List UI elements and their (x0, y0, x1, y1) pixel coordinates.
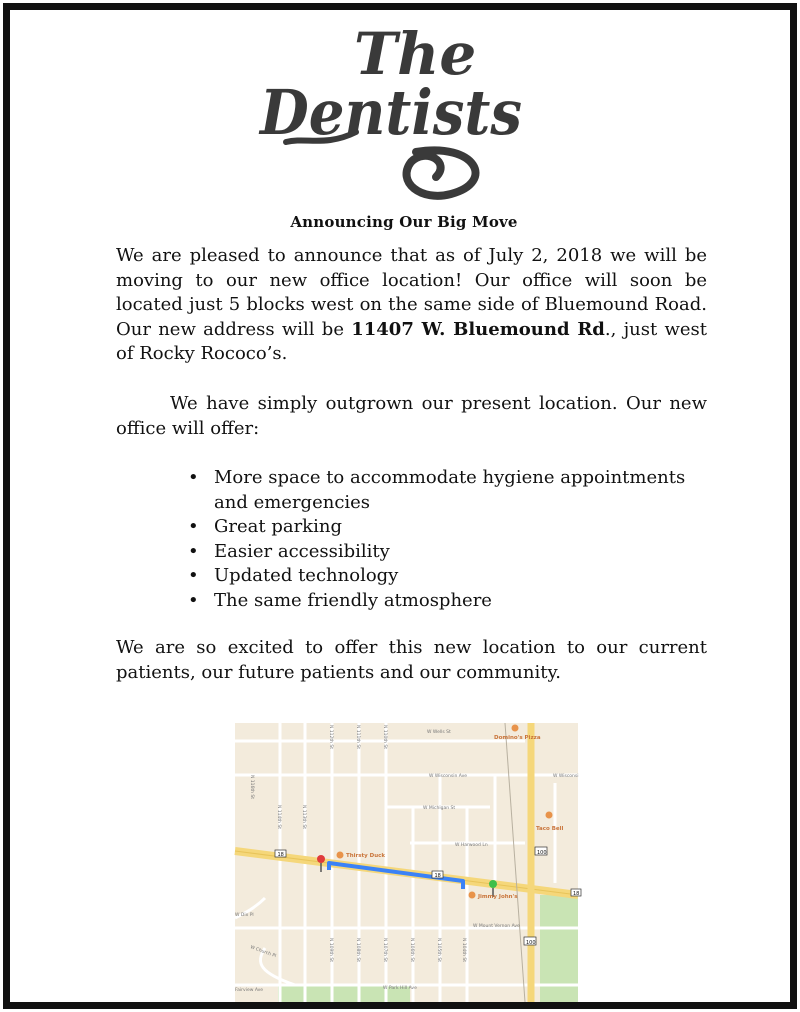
offers-list (186, 466, 708, 613)
place-jimmy-johns: Jimmy John's (478, 894, 518, 900)
street-n114: N 114th St (276, 805, 281, 830)
food-icon (512, 725, 519, 732)
street-n107: N 107th St (382, 938, 387, 963)
list-item: • More space to accommodate hygiene appointments and emergencies (188, 467, 686, 513)
route-100-label: 100 (526, 940, 536, 946)
bullet-icon: • (188, 516, 199, 537)
food-icon (337, 852, 344, 859)
street-park-hill: W Park Hill Ave (383, 986, 417, 991)
logo-swash (407, 150, 476, 195)
page-heading: Announcing Our Big Move (290, 213, 518, 231)
list-item: • Easier accessibility (186, 540, 708, 565)
food-icon (546, 812, 553, 819)
route-100-label: 100 (537, 850, 547, 856)
the-dentists-logo (246, 12, 536, 202)
location-map (235, 723, 578, 1002)
map-background (235, 723, 578, 1002)
announcement-page (3, 3, 797, 1009)
route-18-label: 18 (434, 873, 441, 879)
street-n106: N 106th St (409, 938, 414, 963)
outgrown-text: We have simply outgrown our present location. Our new office will offer: (116, 393, 707, 439)
street-dix: W Dix Pl (235, 913, 254, 918)
intro-paragraph (116, 244, 707, 367)
list-item: • Updated technology (186, 564, 708, 589)
street-n113: N 113th St (301, 805, 306, 830)
street-n108: N 108th St (355, 938, 360, 963)
street-n110: N 110th St (382, 725, 387, 750)
intro-text-end: ., just west of Rocky Rococo’s. (116, 318, 707, 364)
street-n104: N 104th St (461, 938, 466, 963)
bullet-icon: • (188, 467, 199, 488)
street-mount-vernon: W Mount Vernon Ave (473, 924, 520, 929)
food-icon (469, 892, 476, 899)
closing-paragraph: We are so excited to offer this new location to our current patients, our future patients and our community. (116, 637, 707, 683)
street-n109: N 109th St (328, 938, 333, 963)
street-wells: W Wells St (427, 730, 451, 735)
place-thirsty-duck: Thirsty Duck (346, 853, 386, 859)
street-michigan: W Michigan St (423, 806, 456, 811)
place-taco-bell: Taco Bell (536, 826, 564, 832)
street-n111: N 111th St (355, 725, 360, 750)
street-n105: N 105th St (436, 938, 441, 963)
list-item: • The same friendly atmosphere (186, 589, 708, 614)
street-wisconsin-right: W Wisconsi (553, 774, 579, 779)
new-address: 11407 W. Bluemound Rd (351, 318, 605, 340)
street-n112: N 112th St (328, 725, 333, 750)
street-fairview: Fairview Ave (235, 988, 264, 993)
route-18-label: 18 (277, 852, 284, 858)
street-harwood: W Harwood Ln (455, 843, 488, 848)
outgrown-paragraph (116, 392, 707, 441)
logo-line-the: The (354, 20, 477, 88)
street-wisconsin: W Wisconsin Ave (429, 774, 468, 779)
list-item: • Great parking (186, 515, 708, 540)
bullet-icon: • (188, 565, 199, 586)
route-18-label: 18 (573, 891, 580, 897)
bullet-icon: • (188, 589, 199, 611)
bullet-icon: • (188, 540, 199, 562)
intro-text: We are pleased to announce that as of July 2, 2018 we will be moving to our new office location! Our office will soon be located just 5 blocks west on the same side of Bluemound Road. Our new address will be (116, 245, 707, 340)
street-church: W Church Pl (249, 945, 277, 960)
street-n116: N 116th St (249, 775, 254, 800)
place-dominos: Domino's Pizza (494, 735, 541, 741)
logo-line-dentists: Dentists (258, 76, 522, 149)
